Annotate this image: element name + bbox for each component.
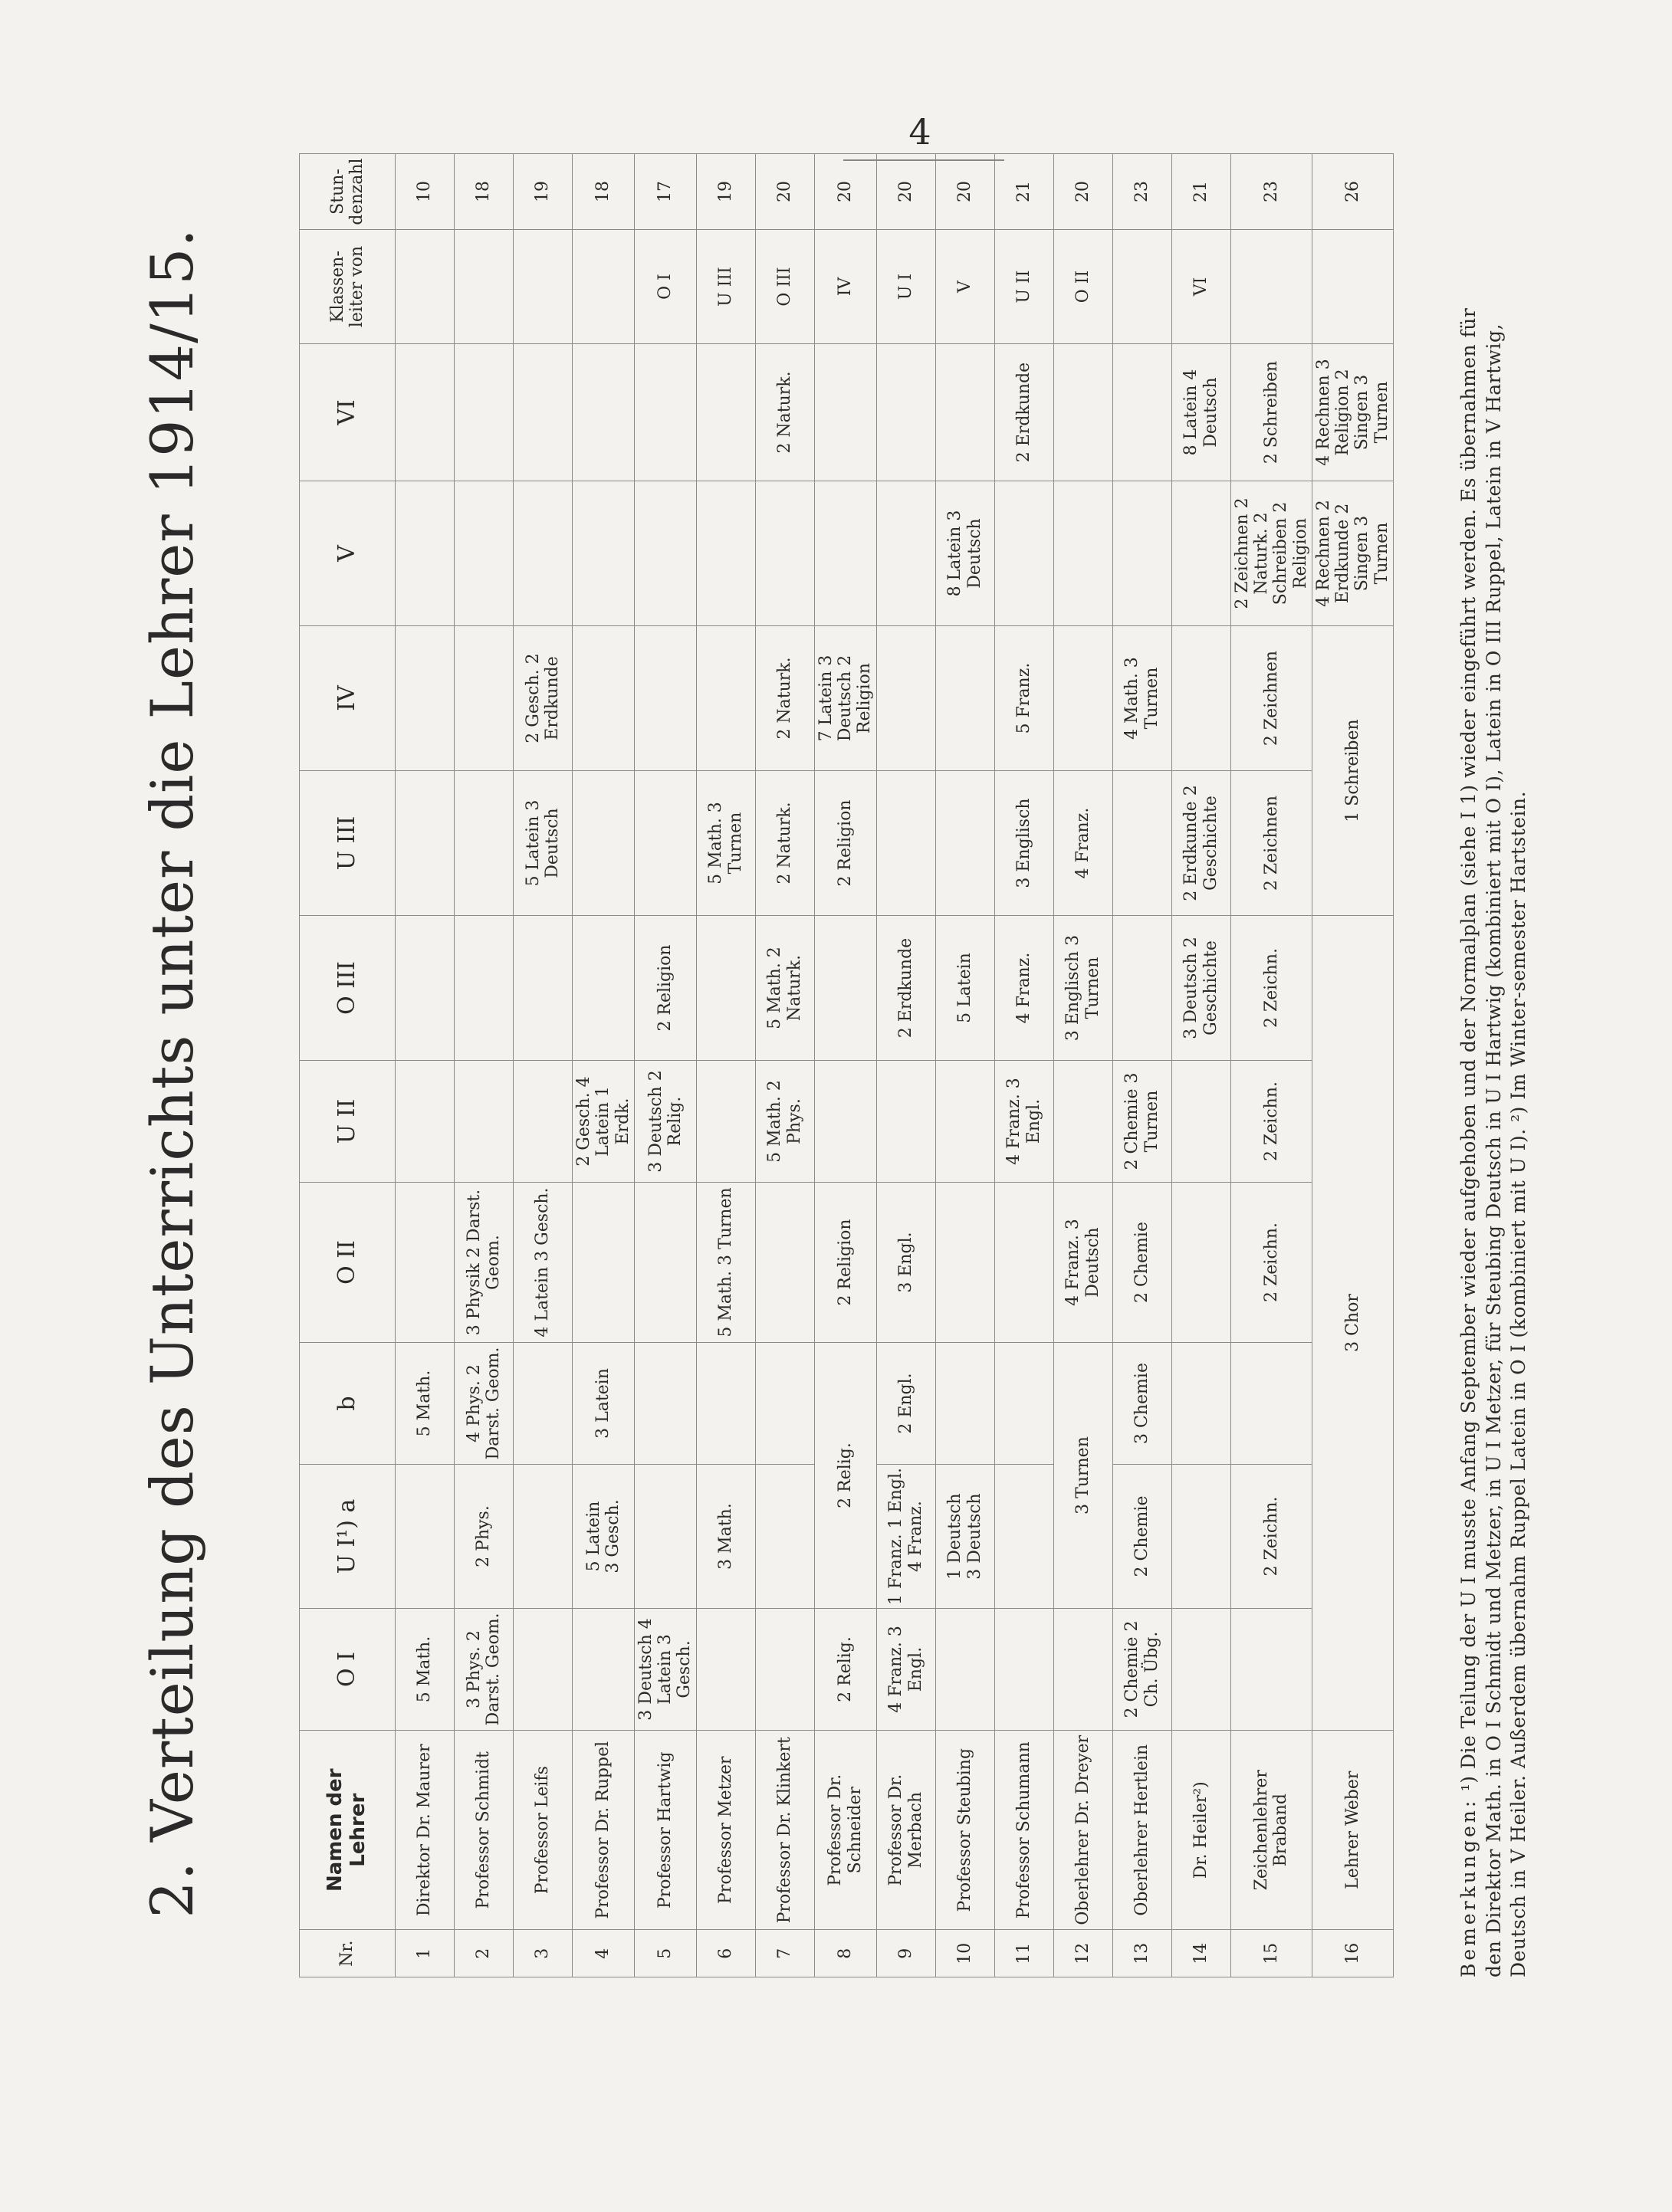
cell-uiii [634, 771, 696, 916]
cell-uiii-extra: 1 Schreiben [1312, 626, 1393, 916]
cell-uia-part: 1 Deutsch [945, 1493, 965, 1580]
table-row [994, 154, 1053, 1977]
cell-kl: V [935, 230, 994, 344]
cell-kl [1112, 230, 1171, 344]
cell-oi: 2 Relig. [814, 1608, 876, 1730]
cell-v [876, 481, 935, 626]
col-nr: Nr. [300, 1930, 396, 1977]
cell-v [514, 481, 573, 626]
cell-iv: 2 Zeichnen [1230, 626, 1312, 771]
cell-nr: 7 [755, 1930, 814, 1977]
cell-oiii: 2 Zeichn. [1230, 916, 1312, 1061]
cell-iv [634, 626, 696, 771]
cell-teacher-name: Direktor Dr. Maurer [396, 1730, 455, 1929]
table-row [1230, 154, 1312, 1977]
cell-std: 20 [814, 154, 876, 230]
cell-nr: 5 [634, 1930, 696, 1977]
cell-iv: 2 Gesch. 2 Erdkunde [514, 626, 573, 771]
cell-uib [1171, 1343, 1230, 1465]
cell-oiii [1112, 916, 1171, 1061]
cell-oiii: 2 Religion [634, 916, 696, 1061]
col-klassenleiter: Klassen-leiter von [300, 230, 396, 344]
cell-uii [455, 1061, 514, 1183]
cell-vi: 8 Latein 4 Deutsch [1171, 344, 1230, 481]
cell-uii: 5 Math. 2 Phys. [755, 1061, 814, 1183]
table-header-row [300, 154, 396, 1977]
cell-vi [514, 344, 573, 481]
col-oiii: O III [300, 916, 396, 1061]
cell-oii: 4 Franz. 3 Deutsch [1053, 1183, 1112, 1343]
cell-oii [573, 1183, 635, 1343]
cell-oiii [514, 916, 573, 1061]
cell-uii: 2 Chemie 3 Turnen [1112, 1061, 1171, 1183]
cell-oi [935, 1608, 994, 1730]
cell-merged-chor: 3 Chor [1312, 916, 1393, 1731]
cell-v [1171, 481, 1230, 626]
cell-teacher-name: Professor Dr. Ruppel [573, 1730, 635, 1929]
cell-uia [396, 1465, 455, 1609]
cell-uii: 2 Zeichn. [1230, 1061, 1312, 1183]
cell-uia-part: 1 Franz. 1 Engl. [886, 1468, 906, 1605]
cell-uia [573, 1465, 635, 1609]
cell-kl [1230, 230, 1312, 344]
cell-uii [1053, 1061, 1112, 1183]
cell-oi [994, 1608, 1053, 1730]
cell-oii [634, 1183, 696, 1343]
cell-kl: U III [696, 230, 755, 344]
cell-nr: 12 [1053, 1930, 1112, 1977]
teacher-distribution-table [299, 153, 1394, 1977]
cell-oi [696, 1608, 755, 1730]
cell-std: 18 [455, 154, 514, 230]
cell-std: 19 [514, 154, 573, 230]
cell-oiii [573, 916, 635, 1061]
cell-uii [514, 1061, 573, 1183]
cell-iv: 7 Latein 3 Deutsch 2 Religion [814, 626, 876, 771]
cell-oi [755, 1608, 814, 1730]
remarks [1457, 268, 1532, 1977]
cell-v [573, 481, 635, 626]
rotated-content [138, 153, 1595, 1993]
cell-std: 20 [935, 154, 994, 230]
cell-ui-shared: 3 Deutsch [964, 1493, 984, 1580]
cell-kl: IV [814, 230, 876, 344]
cell-teacher-name: Professor Steubing [935, 1730, 994, 1929]
cell-iv [1171, 626, 1230, 771]
cell-oii [1171, 1183, 1230, 1343]
cell-teacher-name: Professor Dr. Klinkert [755, 1730, 814, 1929]
cell-vi [634, 344, 696, 481]
cell-nr: 8 [814, 1930, 876, 1977]
cell-nr: 11 [994, 1930, 1053, 1977]
page-title: 2. Verteilung des Unterrichts unter die Lehrer 1914/15. [138, 228, 206, 1918]
cell-uiii [876, 771, 935, 916]
col-uiii: U III [300, 771, 396, 916]
cell-oii [994, 1183, 1053, 1343]
col-uia: U I¹) a [300, 1465, 396, 1609]
cell-std: 19 [696, 154, 755, 230]
cell-std: 21 [994, 154, 1053, 230]
col-iv: IV [300, 626, 396, 771]
cell-oiii: 3 Deutsch 2 Geschichte [1171, 916, 1230, 1061]
cell-teacher-name: Lehrer Weber [1312, 1730, 1393, 1929]
cell-oi [573, 1608, 635, 1730]
cell-kl: O III [755, 230, 814, 344]
cell-uia: 2 Zeichn. [1230, 1465, 1312, 1609]
cell-v [634, 481, 696, 626]
cell-std: 20 [755, 154, 814, 230]
cell-oiii [696, 916, 755, 1061]
cell-uib [994, 1343, 1053, 1465]
cell-teacher-name: Professor Dr. Schneider [814, 1730, 876, 1929]
cell-nr: 16 [1312, 1930, 1393, 1977]
cell-v [814, 481, 876, 626]
table-row [1171, 154, 1230, 1977]
cell-kl: U II [994, 230, 1053, 344]
cell-oiii: 5 Math. 2 Naturk. [755, 916, 814, 1061]
table-row [876, 154, 935, 1977]
cell-oi: 2 Chemie 2 Ch. Übg. [1112, 1608, 1171, 1730]
cell-oi [1230, 1608, 1312, 1730]
cell-vi [455, 344, 514, 481]
cell-oii [396, 1183, 455, 1343]
cell-uii: 3 Deutsch 2 Relig. [634, 1061, 696, 1183]
cell-vi: 2 Erdkunde [994, 344, 1053, 481]
cell-uib [514, 1343, 573, 1465]
cell-uia [514, 1465, 573, 1609]
cell-teacher-name: Zeichenlehrer Braband [1230, 1730, 1312, 1929]
cell-teacher-name: Professor Leifs [514, 1730, 573, 1929]
cell-v: 2 Zeichnen 2 Naturk. 2 Schreiben 2 Religion [1230, 481, 1312, 626]
cell-uii: 4 Franz. 3 Engl. [994, 1061, 1053, 1183]
col-uib: b [300, 1343, 396, 1465]
cell-v [755, 481, 814, 626]
cell-kl [455, 230, 514, 344]
table-row [396, 154, 455, 1977]
cell-kl [514, 230, 573, 344]
cell-uii [1171, 1061, 1230, 1183]
remarks-lead: Bemerkungen: [1457, 1797, 1480, 1977]
cell-teacher-name: Professor Schumann [994, 1730, 1053, 1929]
cell-std: 21 [1171, 154, 1230, 230]
cell-vi [814, 344, 876, 481]
cell-iv [935, 626, 994, 771]
cell-iv: 5 Franz. [994, 626, 1053, 771]
cell-uiii: 3 Englisch [994, 771, 1053, 916]
cell-v [455, 481, 514, 626]
col-vi: VI [300, 344, 396, 481]
cell-nr: 14 [1171, 1930, 1230, 1977]
cell-oi: 3 Deutsch 4 Latein 3 Gesch. [634, 1608, 696, 1730]
cell-uiii [396, 771, 455, 916]
cell-teacher-name: Oberlehrer Hertlein [1112, 1730, 1171, 1929]
cell-vi [1112, 344, 1171, 481]
col-v: V [300, 481, 396, 626]
cell-vi [876, 344, 935, 481]
cell-std: 20 [876, 154, 935, 230]
remarks-text: ¹) Die Teilung der U I musste Anfang September wieder aufgehoben und der Normalplan (siehe I 1) wieder eingeführt werden. Es übernahmen für den Direktor Math. in O I Schmidt und Metzer, in U I Metzer, für Steubing Deutsch in U I Hartwig (kombiniert mit O I), Latein in O III Ruppel, Latein in V Hartwig, Deutsch in V Heiler. Außerdem übernahm Ruppel Latein in O I (kombiniert mit U I). ²) Im Winter-semester Hartstein. [1457, 307, 1529, 1977]
cell-uii [396, 1061, 455, 1183]
cell-uib [755, 1343, 814, 1465]
cell-vi [696, 344, 755, 481]
table-row [573, 154, 635, 1977]
cell-oiii [814, 916, 876, 1061]
cell-iv [1053, 626, 1112, 771]
cell-teacher-name: Professor Metzer [696, 1730, 755, 1929]
cell-uib [696, 1343, 755, 1465]
cell-kl [1312, 230, 1393, 344]
cell-uiii: 2 Erdkunde 2 Geschichte [1171, 771, 1230, 916]
cell-oi [1053, 1608, 1112, 1730]
table-row [1053, 154, 1112, 1977]
cell-kl: VI [1171, 230, 1230, 344]
cell-teacher-name: Professor Schmidt [455, 1730, 514, 1929]
cell-uiii [935, 771, 994, 916]
cell-v [1053, 481, 1112, 626]
cell-iv: 4 Math. 3 Turnen [1112, 626, 1171, 771]
cell-ui-combined: 2 Relig. [814, 1343, 876, 1609]
cell-iv [876, 626, 935, 771]
cell-uia [876, 1465, 935, 1609]
cell-uiii: 2 Naturk. [755, 771, 814, 916]
cell-oi: 5 Math. [396, 1608, 455, 1730]
cell-oii: 4 Latein 3 Gesch. [514, 1183, 573, 1343]
cell-oii [935, 1183, 994, 1343]
cell-uiii: 4 Franz. [1053, 771, 1112, 916]
cell-nr: 15 [1230, 1930, 1312, 1977]
cell-nr: 2 [455, 1930, 514, 1977]
table-row [814, 154, 876, 1977]
cell-nr: 9 [876, 1930, 935, 1977]
cell-oiii: 5 Latein [935, 916, 994, 1061]
cell-uib [935, 1343, 994, 1465]
cell-v [994, 481, 1053, 626]
table-row [755, 154, 814, 1977]
cell-nr: 6 [696, 1930, 755, 1977]
col-uii: U II [300, 1061, 396, 1183]
cell-uia [755, 1465, 814, 1609]
cell-uii [876, 1061, 935, 1183]
col-oii: O II [300, 1183, 396, 1343]
cell-ui-shared: 4 Franz. [905, 1501, 925, 1572]
cell-uii [935, 1061, 994, 1183]
cell-oii: 5 Math. 3 Turnen [696, 1183, 755, 1343]
cell-uia: 2 Phys. [455, 1465, 514, 1609]
cell-uiii [573, 771, 635, 916]
cell-uib: 3 Latein [573, 1343, 635, 1465]
cell-oii: 2 Religion [814, 1183, 876, 1343]
cell-iv: 2 Naturk. [755, 626, 814, 771]
cell-v: 8 Latein 3 Deutsch [935, 481, 994, 626]
cell-uib: 4 Phys. 2 Darst. Geom. [455, 1343, 514, 1465]
cell-teacher-name: Oberlehrer Dr. Dreyer [1053, 1730, 1112, 1929]
cell-oi: 4 Franz. 3 Engl. [876, 1608, 935, 1730]
cell-oiii: 3 Englisch 3 Turnen [1053, 916, 1112, 1061]
cell-uib [634, 1343, 696, 1465]
cell-kl [573, 230, 635, 344]
table-row [1312, 154, 1393, 1977]
page-number: 4 [908, 111, 931, 153]
cell-oii: 3 Engl. [876, 1183, 935, 1343]
cell-nr: 1 [396, 1930, 455, 1977]
cell-uia: 2 Chemie [1112, 1465, 1171, 1609]
cell-vi: 2 Schreiben [1230, 344, 1312, 481]
cell-iv [696, 626, 755, 771]
cell-uiii: 2 Zeichnen [1230, 771, 1312, 916]
cell-oii: 2 Zeichn. [1230, 1183, 1312, 1343]
cell-uib: 3 Chemie [1112, 1343, 1171, 1465]
cell-uii: 2 Gesch. 4 Latein 1 Erdk. [573, 1061, 635, 1183]
cell-std: 23 [1230, 154, 1312, 230]
cell-vi [935, 344, 994, 481]
cell-kl: U I [876, 230, 935, 344]
cell-std: 26 [1312, 154, 1393, 230]
cell-iv [455, 626, 514, 771]
cell-uiii [1112, 771, 1171, 916]
cell-uii [696, 1061, 755, 1183]
cell-v: 4 Rechnen 2 Erdkunde 2 Singen 3 Turnen [1312, 481, 1393, 626]
cell-iv [573, 626, 635, 771]
cell-std: 23 [1112, 154, 1171, 230]
cell-oi: 3 Phys. 2 Darst. Geom. [455, 1608, 514, 1730]
cell-std: 18 [573, 154, 635, 230]
table-row [1112, 154, 1171, 1977]
cell-teacher-name: Dr. Heiler²) [1171, 1730, 1230, 1929]
cell-oi [514, 1608, 573, 1730]
cell-ui-combined: 3 Turnen [1053, 1343, 1112, 1609]
cell-v [696, 481, 755, 626]
cell-nr: 10 [935, 1930, 994, 1977]
cell-vi [396, 344, 455, 481]
table-row [455, 154, 514, 1977]
cell-oiii: 2 Erdkunde [876, 916, 935, 1061]
cell-uia-part: 5 Latein [583, 1501, 603, 1572]
cell-kl [396, 230, 455, 344]
cell-nr: 13 [1112, 1930, 1171, 1977]
cell-std: 20 [1053, 154, 1112, 230]
cell-uib: 5 Math. [396, 1343, 455, 1465]
cell-uia [994, 1465, 1053, 1609]
cell-vi: 2 Naturk. [755, 344, 814, 481]
cell-uiii: 5 Latein 3 Deutsch [514, 771, 573, 916]
col-name: Namen der Lehrer [300, 1730, 396, 1929]
table-row [514, 154, 573, 1977]
cell-vi [573, 344, 635, 481]
cell-uib: 2 Engl. [876, 1343, 935, 1465]
cell-oii: 3 Physik 2 Darst. Geom. [455, 1183, 514, 1343]
cell-iv [396, 626, 455, 771]
table-row [634, 154, 696, 1977]
cell-kl: O II [1053, 230, 1112, 344]
cell-uib [1230, 1343, 1312, 1465]
cell-uiii: 5 Math. 3 Turnen [696, 771, 755, 916]
cell-ui-shared: 3 Gesch. [603, 1499, 622, 1574]
cell-std: 17 [634, 154, 696, 230]
cell-uia [935, 1465, 994, 1609]
cell-oiii [455, 916, 514, 1061]
cell-uii [814, 1061, 876, 1183]
cell-oi [1171, 1608, 1230, 1730]
cell-v [396, 481, 455, 626]
cell-uia [1171, 1465, 1230, 1609]
cell-teacher-name: Professor Dr. Merbach [876, 1730, 935, 1929]
cell-std: 10 [396, 154, 455, 230]
cell-v [1112, 481, 1171, 626]
col-oi: O I [300, 1608, 396, 1730]
cell-kl: O I [634, 230, 696, 344]
cell-nr: 3 [514, 1930, 573, 1977]
cell-oii [755, 1183, 814, 1343]
cell-oii: 2 Chemie [1112, 1183, 1171, 1343]
cell-uiii: 2 Religion [814, 771, 876, 916]
cell-teacher-name: Professor Hartwig [634, 1730, 696, 1929]
cell-nr: 4 [573, 1930, 635, 1977]
col-stunden: Stun-denzahl [300, 154, 396, 230]
cell-vi [1053, 344, 1112, 481]
table-row [935, 154, 994, 1977]
cell-uia: 3 Math. [696, 1465, 755, 1609]
cell-uia [634, 1465, 696, 1609]
table-row [696, 154, 755, 1977]
cell-uiii [455, 771, 514, 916]
cell-oiii: 4 Franz. [994, 916, 1053, 1061]
cell-oiii [396, 916, 455, 1061]
cell-vi: 4 Rechnen 3 Religion 2 Singen 3 Turnen [1312, 344, 1393, 481]
